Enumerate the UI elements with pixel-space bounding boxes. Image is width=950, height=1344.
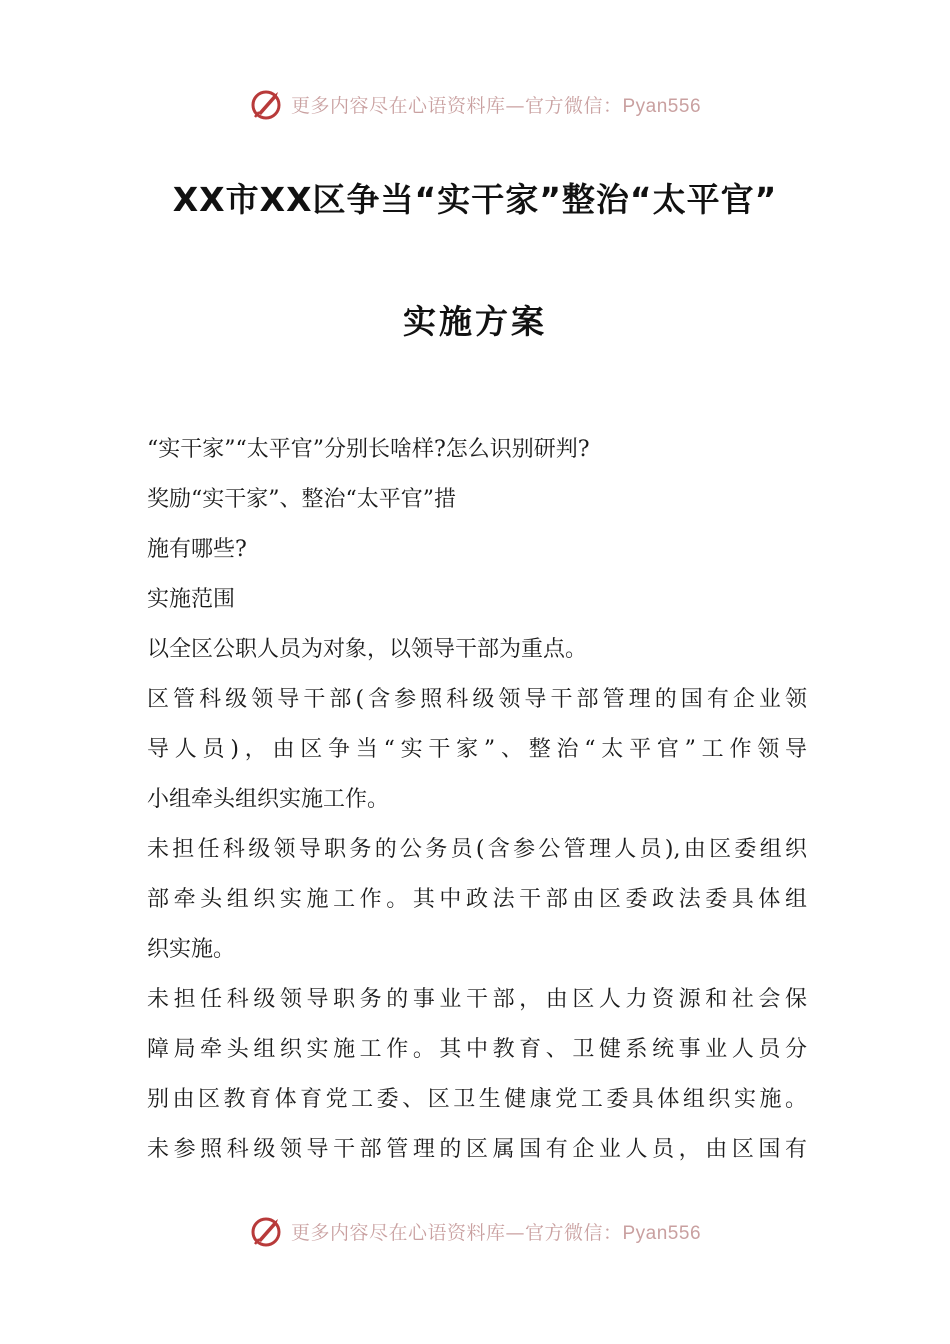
body-line: 别由区教育体育党工委、区卫生健康党工委具体组织实施。 [147, 1087, 807, 1112]
body-line: 障局牵头组织实施工作。其中教育、卫健系统事业人员分 [147, 1037, 807, 1062]
body-line: 导人员)，由区争当“实干家”、整治“太平官”工作领导 [147, 737, 807, 762]
body-line: 部牵头组织实施工作。其中政法干部由区委政法委具体组 [147, 887, 807, 912]
document-body [147, 425, 807, 1175]
document-title: XX市XX区争当“实干家”整治“太平官” [172, 180, 778, 219]
watermark-text: 更多内容尽在心语资料库—官方微信：Pyan556 [290, 1221, 702, 1244]
body-line: 织实施。 [147, 937, 236, 962]
header-watermark-banner [0, 84, 950, 124]
section-heading: 实施范围 [147, 587, 236, 612]
pen-logo-icon [249, 1213, 285, 1249]
body-line: 区管科级领导干部(含参照科级领导干部管理的国有企业领 [147, 687, 807, 712]
body-line: 小组牵头组织实施工作。 [147, 787, 390, 812]
document-subtitle: 实施方案 [403, 302, 547, 341]
body-line: 以全区公职人员为对象，以领导干部为重点。 [147, 637, 588, 662]
body-line: 未担任科级领导职务的公务员(含参公管理人员),由区委组织 [147, 837, 807, 862]
pen-logo-icon [249, 86, 285, 122]
body-line: 未参照科级领导干部管理的区属国有企业人员，由区国有 [147, 1137, 807, 1162]
wechat-id: Pyan556 [622, 95, 702, 117]
body-line: 未担任科级领导职务的事业干部，由区人力资源和社会保 [147, 987, 807, 1012]
wechat-id: Pyan556 [622, 1222, 702, 1244]
body-line: 奖励“实干家”、整治“太平官”措 [147, 487, 456, 512]
body-line: “实干家”“太平官”分别长啥样?怎么识别研判? [147, 437, 590, 462]
footer-watermark-banner [0, 1211, 950, 1251]
body-line: 施有哪些? [147, 537, 247, 562]
watermark-text: 更多内容尽在心语资料库—官方微信：Pyan556 [290, 94, 702, 117]
